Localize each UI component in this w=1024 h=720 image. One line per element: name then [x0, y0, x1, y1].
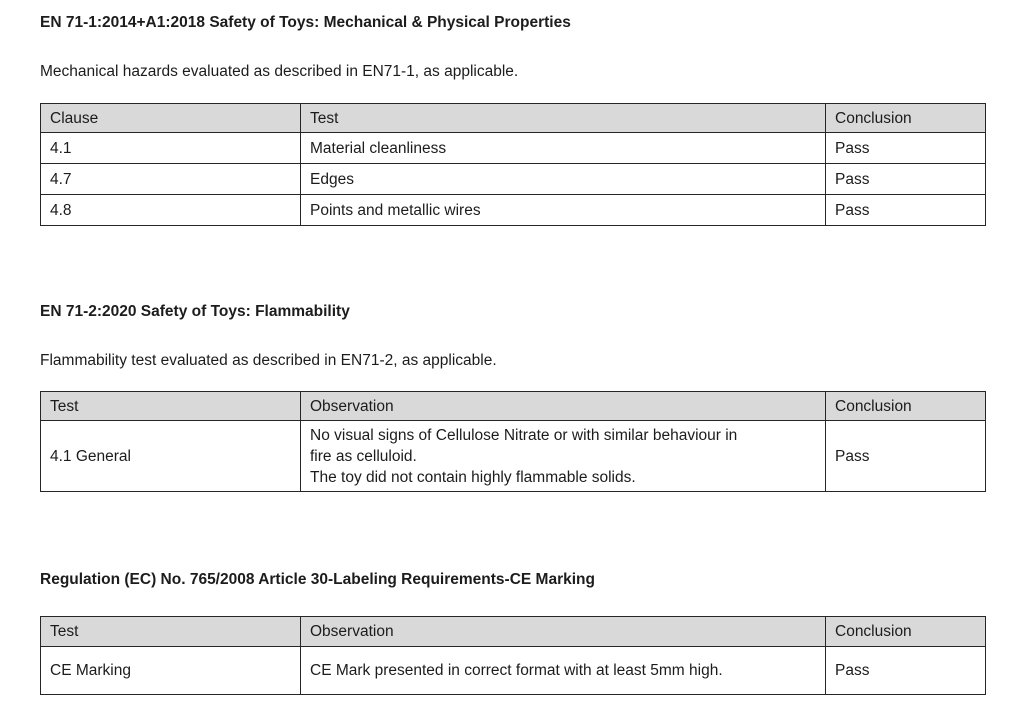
conclusion-column-header: Conclusion: [826, 617, 986, 647]
observation-cell: CE Mark presented in correct format with at least 5mm high.: [301, 647, 826, 695]
section-intro-en71-2: Flammability test evaluated as described in EN71-2, as applicable.: [40, 352, 497, 369]
conclusion-cell: Pass: [826, 133, 986, 164]
conclusion-cell: Pass: [826, 647, 986, 695]
table-header-row: [41, 104, 986, 133]
test-cell: Points and metallic wires: [301, 195, 826, 226]
observation-column-header: Observation: [301, 617, 826, 647]
observation-column-header: Observation: [301, 392, 826, 421]
clause-cell: 4.7: [41, 164, 301, 195]
observation-line: fire as celluloid.: [310, 447, 417, 465]
test-column-header: Test: [41, 617, 301, 647]
flammability-table: [40, 391, 986, 492]
conclusion-cell: Pass: [826, 195, 986, 226]
clause-cell: 4.8: [41, 195, 301, 226]
observation-cell: [301, 421, 826, 492]
test-cell: CE Marking: [41, 647, 301, 695]
conclusion-cell: Pass: [826, 164, 986, 195]
clause-cell: 4.1: [41, 133, 301, 164]
test-column-header: Test: [301, 104, 826, 133]
test-cell: Edges: [301, 164, 826, 195]
table-row: [41, 133, 986, 164]
section-heading-en71-2: EN 71-2:2020 Safety of Toys: Flammability: [40, 303, 350, 320]
table-row: [41, 164, 986, 195]
test-cell: Material cleanliness: [301, 133, 826, 164]
section-heading-ce-marking: Regulation (EC) No. 765/2008 Article 30-Labeling Requirements-CE Marking: [40, 571, 595, 588]
table-row: [41, 195, 986, 226]
table-header-row: [41, 392, 986, 421]
test-column-header: Test: [41, 392, 301, 421]
observation-line: The toy did not contain highly flammable solids.: [310, 468, 636, 486]
observation-line: No visual signs of Cellulose Nitrate or with similar behaviour in: [310, 426, 738, 444]
conclusion-column-header: Conclusion: [826, 392, 986, 421]
clause-column-header: Clause: [41, 104, 301, 133]
table-header-row: [41, 617, 986, 647]
table-row: [41, 647, 986, 695]
mechanical-properties-table: [40, 103, 986, 226]
conclusion-column-header: Conclusion: [826, 104, 986, 133]
test-cell: 4.1 General: [41, 421, 301, 492]
conclusion-cell: Pass: [826, 421, 986, 492]
section-intro-en71-1: Mechanical hazards evaluated as described in EN71-1, as applicable.: [40, 63, 519, 80]
ce-marking-table: [40, 616, 986, 695]
section-heading-en71-1: EN 71-1:2014+A1:2018 Safety of Toys: Mechanical & Physical Properties: [40, 14, 571, 31]
table-row: [41, 421, 986, 492]
